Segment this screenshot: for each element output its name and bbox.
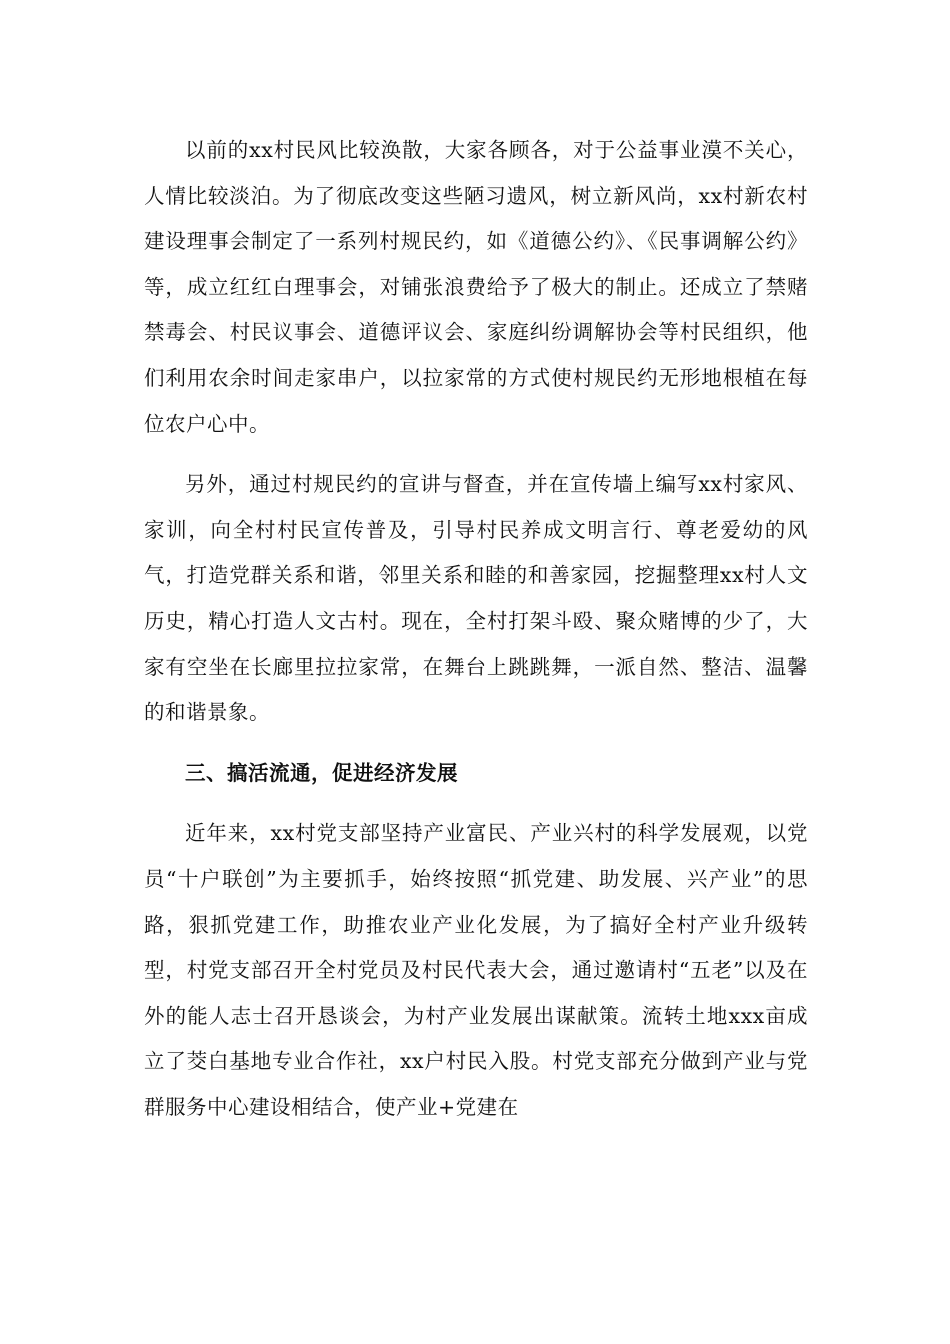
paragraph-village-customs: 以前的xx村民风比较涣散，大家各顾各，对于公益事业漠不关心，人情比较淡泊。为了彻底改变这些陋习遗风，树立新风尚，xx村新农村建设理事会制定了一系列村规民约，如《道德公约》、《民事调解公约》等，成立红红白理事会，对铺张浪费给予了极大的制止。还成立了禁赌禁毒会、村民议事会、道德评议会、家庭纠纷调解协会等村民组织，他们利用农余时间走家串户，以拉家常的方式使村规民约无形地根植在每位农户心中。 [144, 138, 808, 436]
section-heading: 三、搞活流通，促进经济发展 [185, 760, 458, 785]
paragraph-economic-development: 近年来，xx村党支部坚持产业富民、产业兴村的科学发展观，以党员“十户联创”为主要抓手，始终按照“抓党建、助发展、兴产业”的思路，狠抓党建工作，助推农业产业化发展，为了搞好全村产业升级转型，村党支部召开全村党员及村民代表大会，通过邀请村“五老”以及在外的能人志士召开恳谈会，为村产业发展出谋献策。流转土地xxx亩成立了茭白基地专业合作社，xx户村民入股。村党支部充分做到产业与党群服务中心建设相结合，使产业+党建在 [144, 821, 808, 1119]
paragraph-village-publicity: 另外，通过村规民约的宣讲与督查，并在宣传墙上编写xx村家风、家训，向全村村民宣传普及，引导村民养成文明言行、尊老爱幼的风气，打造党群关系和谐，邻里关系和睦的和善家园，挖掘整理xx村人文历史，精心打造人文古村。现在，全村打架斗殴、聚众赌博的少了，大家有空坐在长廊里拉拉家常，在舞台上跳跳舞，一派自然、整洁、温馨的和谐景象。 [144, 472, 808, 725]
document-body [144, 128, 808, 1130]
